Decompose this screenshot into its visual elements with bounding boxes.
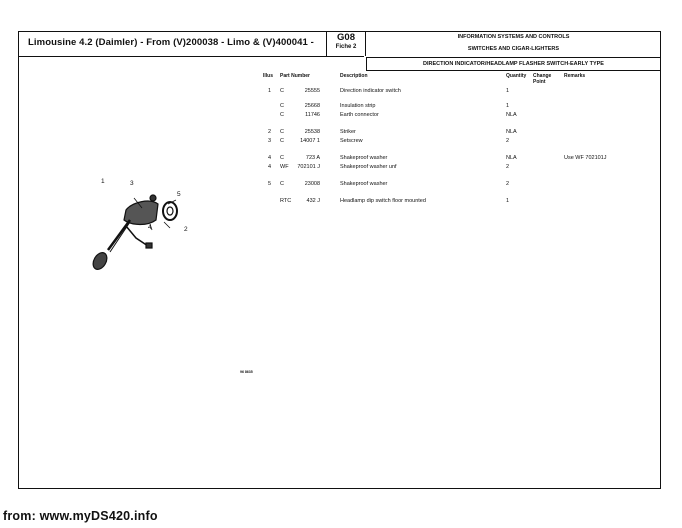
- col-illus: Illus: [263, 73, 274, 79]
- page-title: Limousine 4.2 (Daimler) - From (V)200038 - Limo & (V)400041 -: [28, 37, 314, 48]
- row-prefix: C: [280, 88, 284, 94]
- row-quantity: 1: [506, 88, 510, 94]
- row-quantity: NLA: [506, 112, 517, 118]
- row-part-number: 23008: [304, 181, 320, 187]
- row-description: Striker: [340, 129, 356, 135]
- fiche-number: Fiche 2: [335, 44, 357, 50]
- row-description: Setscrew: [340, 138, 363, 144]
- row-description: Insulation strip: [340, 103, 376, 109]
- row-part-number: 702101 J: [297, 164, 320, 170]
- row-description: Headlamp dip switch floor mounted: [340, 198, 426, 204]
- row-description: Shakeproof washer unf: [340, 164, 397, 170]
- fiche-code: G08: [337, 32, 355, 43]
- col-change-point: Change Point: [533, 73, 552, 85]
- row-description: Direction indicator switch: [340, 88, 401, 94]
- row-prefix: WF: [280, 164, 289, 170]
- row-illus: 2: [268, 129, 272, 135]
- row-illus: 3: [268, 138, 272, 144]
- row-illus: 5: [268, 181, 272, 187]
- header-divider: [18, 56, 364, 57]
- row-prefix: C: [280, 181, 284, 187]
- switch-diagram: [90, 180, 200, 270]
- callout-4: 4: [148, 224, 152, 231]
- row-illus: 1: [268, 88, 272, 94]
- row-part-number: 25538: [304, 129, 320, 135]
- col-description: Description: [340, 73, 368, 79]
- row-quantity: 1: [506, 198, 510, 204]
- row-part-number: 723 A: [305, 155, 320, 161]
- callout-2: 2: [184, 226, 188, 233]
- callout-1: 1: [101, 178, 105, 185]
- row-prefix: C: [280, 103, 284, 109]
- row-prefix: C: [280, 138, 284, 144]
- row-illus: 4: [268, 164, 272, 170]
- row-quantity: 2: [506, 138, 510, 144]
- row-part-number: 25555: [304, 88, 320, 94]
- row-part-number: 11746: [305, 112, 320, 118]
- callout-5: 5: [177, 191, 181, 198]
- row-description: Shakeproof washer: [340, 181, 388, 187]
- group-subtitle: SWITCHES AND CIGAR-LIGHTERS: [467, 46, 560, 52]
- row-prefix: RTC: [280, 198, 292, 204]
- row-part-number: 14007 1: [300, 138, 320, 144]
- row-part-number: 432 J: [306, 198, 320, 204]
- row-illus: 4: [268, 155, 272, 161]
- row-prefix: C: [280, 129, 284, 135]
- group-title: INFORMATION SYSTEMS AND CONTROLS: [457, 34, 570, 40]
- row-quantity: NLA: [506, 129, 517, 135]
- row-description: Shakeproof washer: [340, 155, 388, 161]
- col-part-number: Part Number: [280, 73, 311, 79]
- row-quantity: 1: [506, 103, 510, 109]
- section-title: DIRECTION INDICATOR/HEADLAMP FLASHER SWITCH-EARLY TYPE: [423, 61, 604, 67]
- row-remarks: Use WF 702101J: [564, 155, 607, 161]
- diagram-ref: 96 8635: [240, 370, 253, 374]
- col-remarks: Remarks: [564, 73, 586, 79]
- row-quantity: NLA: [506, 155, 517, 161]
- row-prefix: C: [280, 155, 284, 161]
- row-part-number: 25668: [304, 103, 320, 109]
- row-prefix: C: [280, 112, 284, 118]
- callout-3: 3: [130, 180, 134, 187]
- source-footer: from: www.myDS420.info: [3, 509, 158, 523]
- row-quantity: 2: [506, 181, 510, 187]
- col-quantity: Quantity: [506, 73, 527, 79]
- row-quantity: 2: [506, 164, 510, 170]
- row-description: Earth connector: [340, 112, 379, 118]
